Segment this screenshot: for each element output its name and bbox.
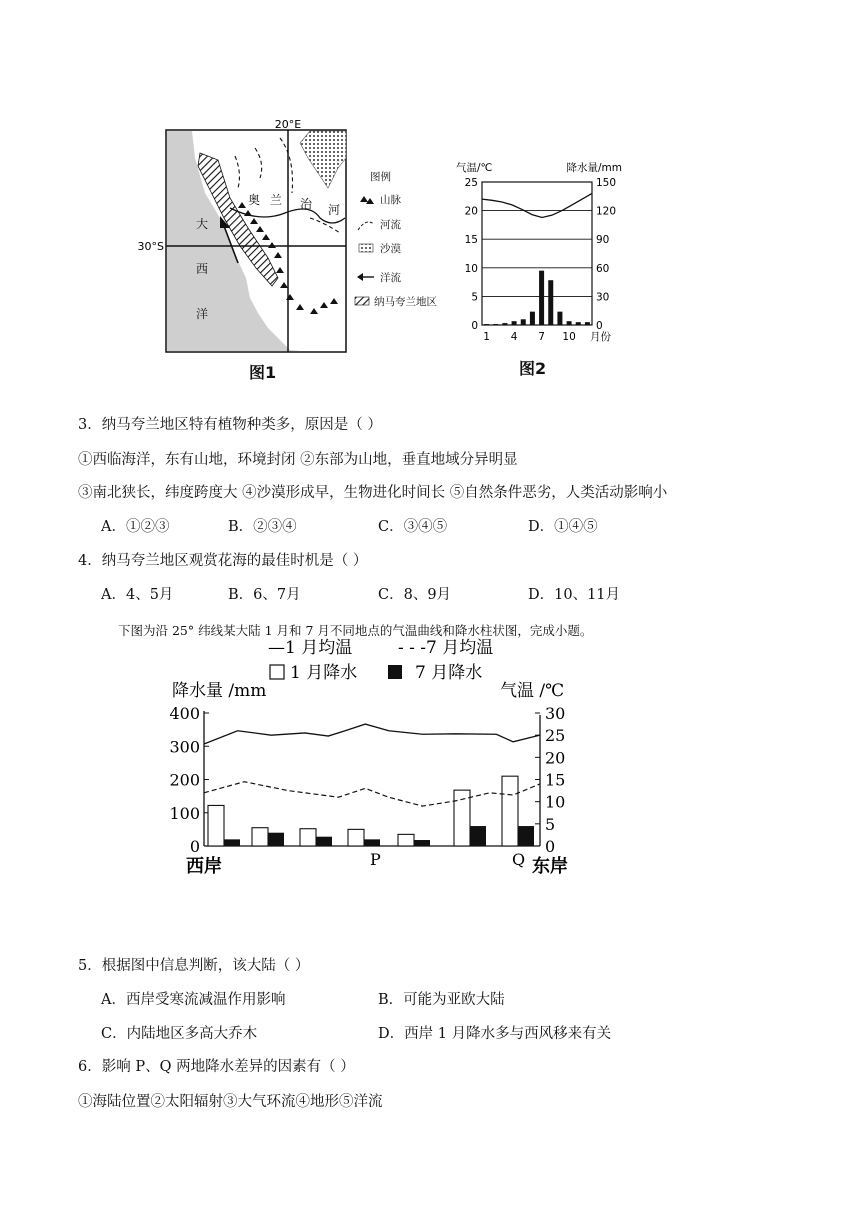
desert-icon xyxy=(359,244,373,252)
lat-label: 30°S xyxy=(137,240,164,253)
fig3-legend-jul-temp: - - -7 月均温 xyxy=(398,638,494,658)
fig2-x-unit: 月份 xyxy=(590,331,611,343)
q3-option-b[interactable]: B．②③④ xyxy=(228,519,297,535)
fig3-p-label: P xyxy=(370,850,381,869)
lon-label: 20°E xyxy=(274,118,302,131)
q6-stem: 6．影响 P、Q 两地降水差异的因素有（ ） xyxy=(78,1059,355,1075)
fig3-left-tick: 400 xyxy=(169,704,200,723)
fig3-jan-rain-bar xyxy=(348,829,364,846)
fig2-right-ticks xyxy=(596,177,616,332)
q3-option-c[interactable]: C．③④⑤ xyxy=(378,519,448,535)
fig2-right-tick: 0 xyxy=(596,320,603,332)
legend-desert: 沙漠 xyxy=(380,243,401,255)
fig3-jul-rain-bar xyxy=(224,839,240,846)
jul-rain-swatch xyxy=(388,665,402,679)
fig2-left-tick: 5 xyxy=(471,291,478,304)
fig3-right-tick: 10 xyxy=(545,792,566,812)
map-label-zhi: 治 xyxy=(300,197,313,211)
fig3-right-tick: 15 xyxy=(545,770,566,790)
figure3-chart xyxy=(160,633,600,883)
q3-statement-line1: ①西临海洋，东有山地，环境封闭 ②东部为山地，垂直地域分异明显 xyxy=(78,452,518,468)
fig3-jan-rain-bar xyxy=(502,776,518,846)
fig3-left-tick: 0 xyxy=(189,837,200,856)
fig2-right-tick: 120 xyxy=(596,205,617,218)
namaqualand-icon xyxy=(355,297,369,305)
q3-option-a[interactable]: A．①②③ xyxy=(101,519,170,535)
fig3-right-axis-title: 气温 /℃ xyxy=(500,681,565,701)
legend-river: 河流 xyxy=(380,219,401,231)
q4-stem: 4．纳马夸兰地区观赏花海的最佳时机是（ ） xyxy=(78,553,368,569)
q5-option-b[interactable]: B．可能为亚欧大陆 xyxy=(378,992,505,1008)
fig3-right-tick: 25 xyxy=(545,726,566,746)
fig3-bars xyxy=(208,776,534,846)
fig3-left-tick: 100 xyxy=(169,803,200,823)
fig3-east-label: 东岸 xyxy=(532,856,568,877)
fig3-jul-rain-bar xyxy=(518,826,534,846)
fig2-rain-bar xyxy=(548,280,553,325)
fig2-right-tick: 90 xyxy=(596,234,610,247)
map-legend xyxy=(355,170,437,308)
q5-option-a[interactable]: A．西岸受寒流减温作用影响 xyxy=(101,992,286,1008)
figure1-caption: 图1 xyxy=(249,363,277,382)
fig2-bars xyxy=(484,271,590,325)
q3-stem: 3．纳马夸兰地区特有植物种类多，原因是（ ） xyxy=(78,417,382,433)
map-label-lan: 兰 xyxy=(270,193,283,207)
fig2-x-tick: 4 xyxy=(510,331,518,343)
fig2-temperature-line xyxy=(482,193,592,217)
fig3-left-ticks xyxy=(169,704,209,856)
mountain-icon xyxy=(360,196,374,204)
legend-namaqualand: 纳马夸兰地区 xyxy=(374,296,437,308)
fig2-rain-bar xyxy=(557,312,562,325)
fig2-gridlines xyxy=(482,211,592,297)
fig3-right-tick: 20 xyxy=(545,748,566,768)
fig3-jul-rain-bar xyxy=(364,839,380,846)
figure1-map xyxy=(137,118,460,358)
fig3-jul-rain-bar xyxy=(470,826,486,846)
fig3-jan-rain-bar xyxy=(300,829,316,846)
q4-option-b[interactable]: B．6、7月 xyxy=(228,587,301,603)
fig3-jul-rain-bar xyxy=(268,833,284,846)
jan-rain-swatch xyxy=(270,665,284,679)
fig2-x-tick: 10 xyxy=(562,331,576,343)
q3-statement-line2: ③南北狭长，纬度跨度大 ④沙漠形成早，生物进化时间长 ⑤自然条件恶劣，人类活动影响小 xyxy=(78,485,668,501)
map-label-he: 河 xyxy=(328,203,341,217)
fig3-jul-rain-bar xyxy=(316,837,332,846)
fig2-right-tick: 60 xyxy=(596,262,610,275)
fig3-right-tick: 0 xyxy=(545,837,556,856)
fig3-jan-rain-bar xyxy=(454,790,470,846)
fig3-left-tick: 300 xyxy=(169,737,200,757)
map-label-ao: 奥 xyxy=(248,193,261,207)
fig2-x-tick: 7 xyxy=(538,331,545,343)
figure2-caption: 图2 xyxy=(519,359,547,378)
legend-current: 洋流 xyxy=(380,272,401,284)
fig3-jul-rain-bar xyxy=(414,840,430,846)
river-icon xyxy=(358,222,374,230)
fig2-right-tick: 150 xyxy=(596,177,617,189)
legend-mountain: 山脉 xyxy=(380,194,401,206)
fig2-left-tick: 10 xyxy=(464,262,478,275)
q3-option-d[interactable]: D．①④⑤ xyxy=(528,519,598,535)
fig2-right-axis-title: 降水量/mm xyxy=(566,162,622,174)
q4-option-c[interactable]: C．8、9月 xyxy=(378,587,452,603)
fig3-right-tick: 30 xyxy=(545,704,566,723)
fig2-left-axis-title: 气温/℃ xyxy=(456,162,493,174)
fig3-legend-jul-rain: 7 月降水 xyxy=(415,663,483,683)
q4-option-d[interactable]: D．10、11月 xyxy=(528,587,621,603)
fig2-x-tick: 1 xyxy=(483,331,490,343)
q5-stem: 5．根据图中信息判断，该大陆（ ） xyxy=(78,958,310,974)
map-label-xi: 西 xyxy=(196,262,209,276)
fig3-jan-rain-bar xyxy=(208,805,224,846)
fig2-rain-bar xyxy=(539,271,544,325)
fig2-left-tick: 15 xyxy=(464,234,478,247)
fig2-right-tick: 30 xyxy=(596,291,610,304)
q5-option-c[interactable]: C．内陆地区多高大乔木 xyxy=(101,1026,258,1042)
figure2-chart xyxy=(450,158,640,348)
fig3-left-axis-title: 降水量 /mm xyxy=(172,681,267,701)
fig3-legend-jan-rain: 1 月降水 xyxy=(290,663,358,683)
fig2-rain-bar xyxy=(521,319,526,325)
fig3-left-tick: 200 xyxy=(169,770,200,790)
fig2-left-ticks xyxy=(465,177,478,332)
fig3-right-tick: 5 xyxy=(545,814,556,834)
q6-statement: ①海陆位置②太阳辐射③大气环流④地形⑤洋流 xyxy=(78,1094,383,1110)
fig2-left-tick: 20 xyxy=(464,205,478,218)
fig3-q-label: Q xyxy=(512,850,526,869)
legend-title: 图例 xyxy=(370,171,391,183)
fig3-legend-jan-temp: —1 月均温 xyxy=(268,638,353,658)
q4-option-a[interactable]: A．4、5月 xyxy=(101,587,174,603)
map-label-yang: 洋 xyxy=(196,307,209,321)
q5-option-d[interactable]: D．西岸 1 月降水多与西风移来有关 xyxy=(378,1026,612,1042)
fig3-jan-rain-bar xyxy=(398,834,414,846)
fig2-left-tick: 25 xyxy=(464,177,478,189)
fig2-x-ticks xyxy=(483,331,576,343)
fig3-jul-temp-line xyxy=(204,782,540,806)
fig3-jan-rain-bar xyxy=(252,828,268,846)
fig3-jan-temp-line xyxy=(204,724,540,744)
fig3-west-label: 西岸 xyxy=(186,856,222,877)
fig2-rain-bar xyxy=(530,312,535,325)
map-label-da: 大 xyxy=(196,217,209,231)
figure3-intro: 下图为沿 25° 纬线某大陆 1 月和 7 月不同地点的气温曲线和降水柱状图，完成小题。 xyxy=(118,623,593,638)
fig2-left-tick: 0 xyxy=(471,320,478,332)
